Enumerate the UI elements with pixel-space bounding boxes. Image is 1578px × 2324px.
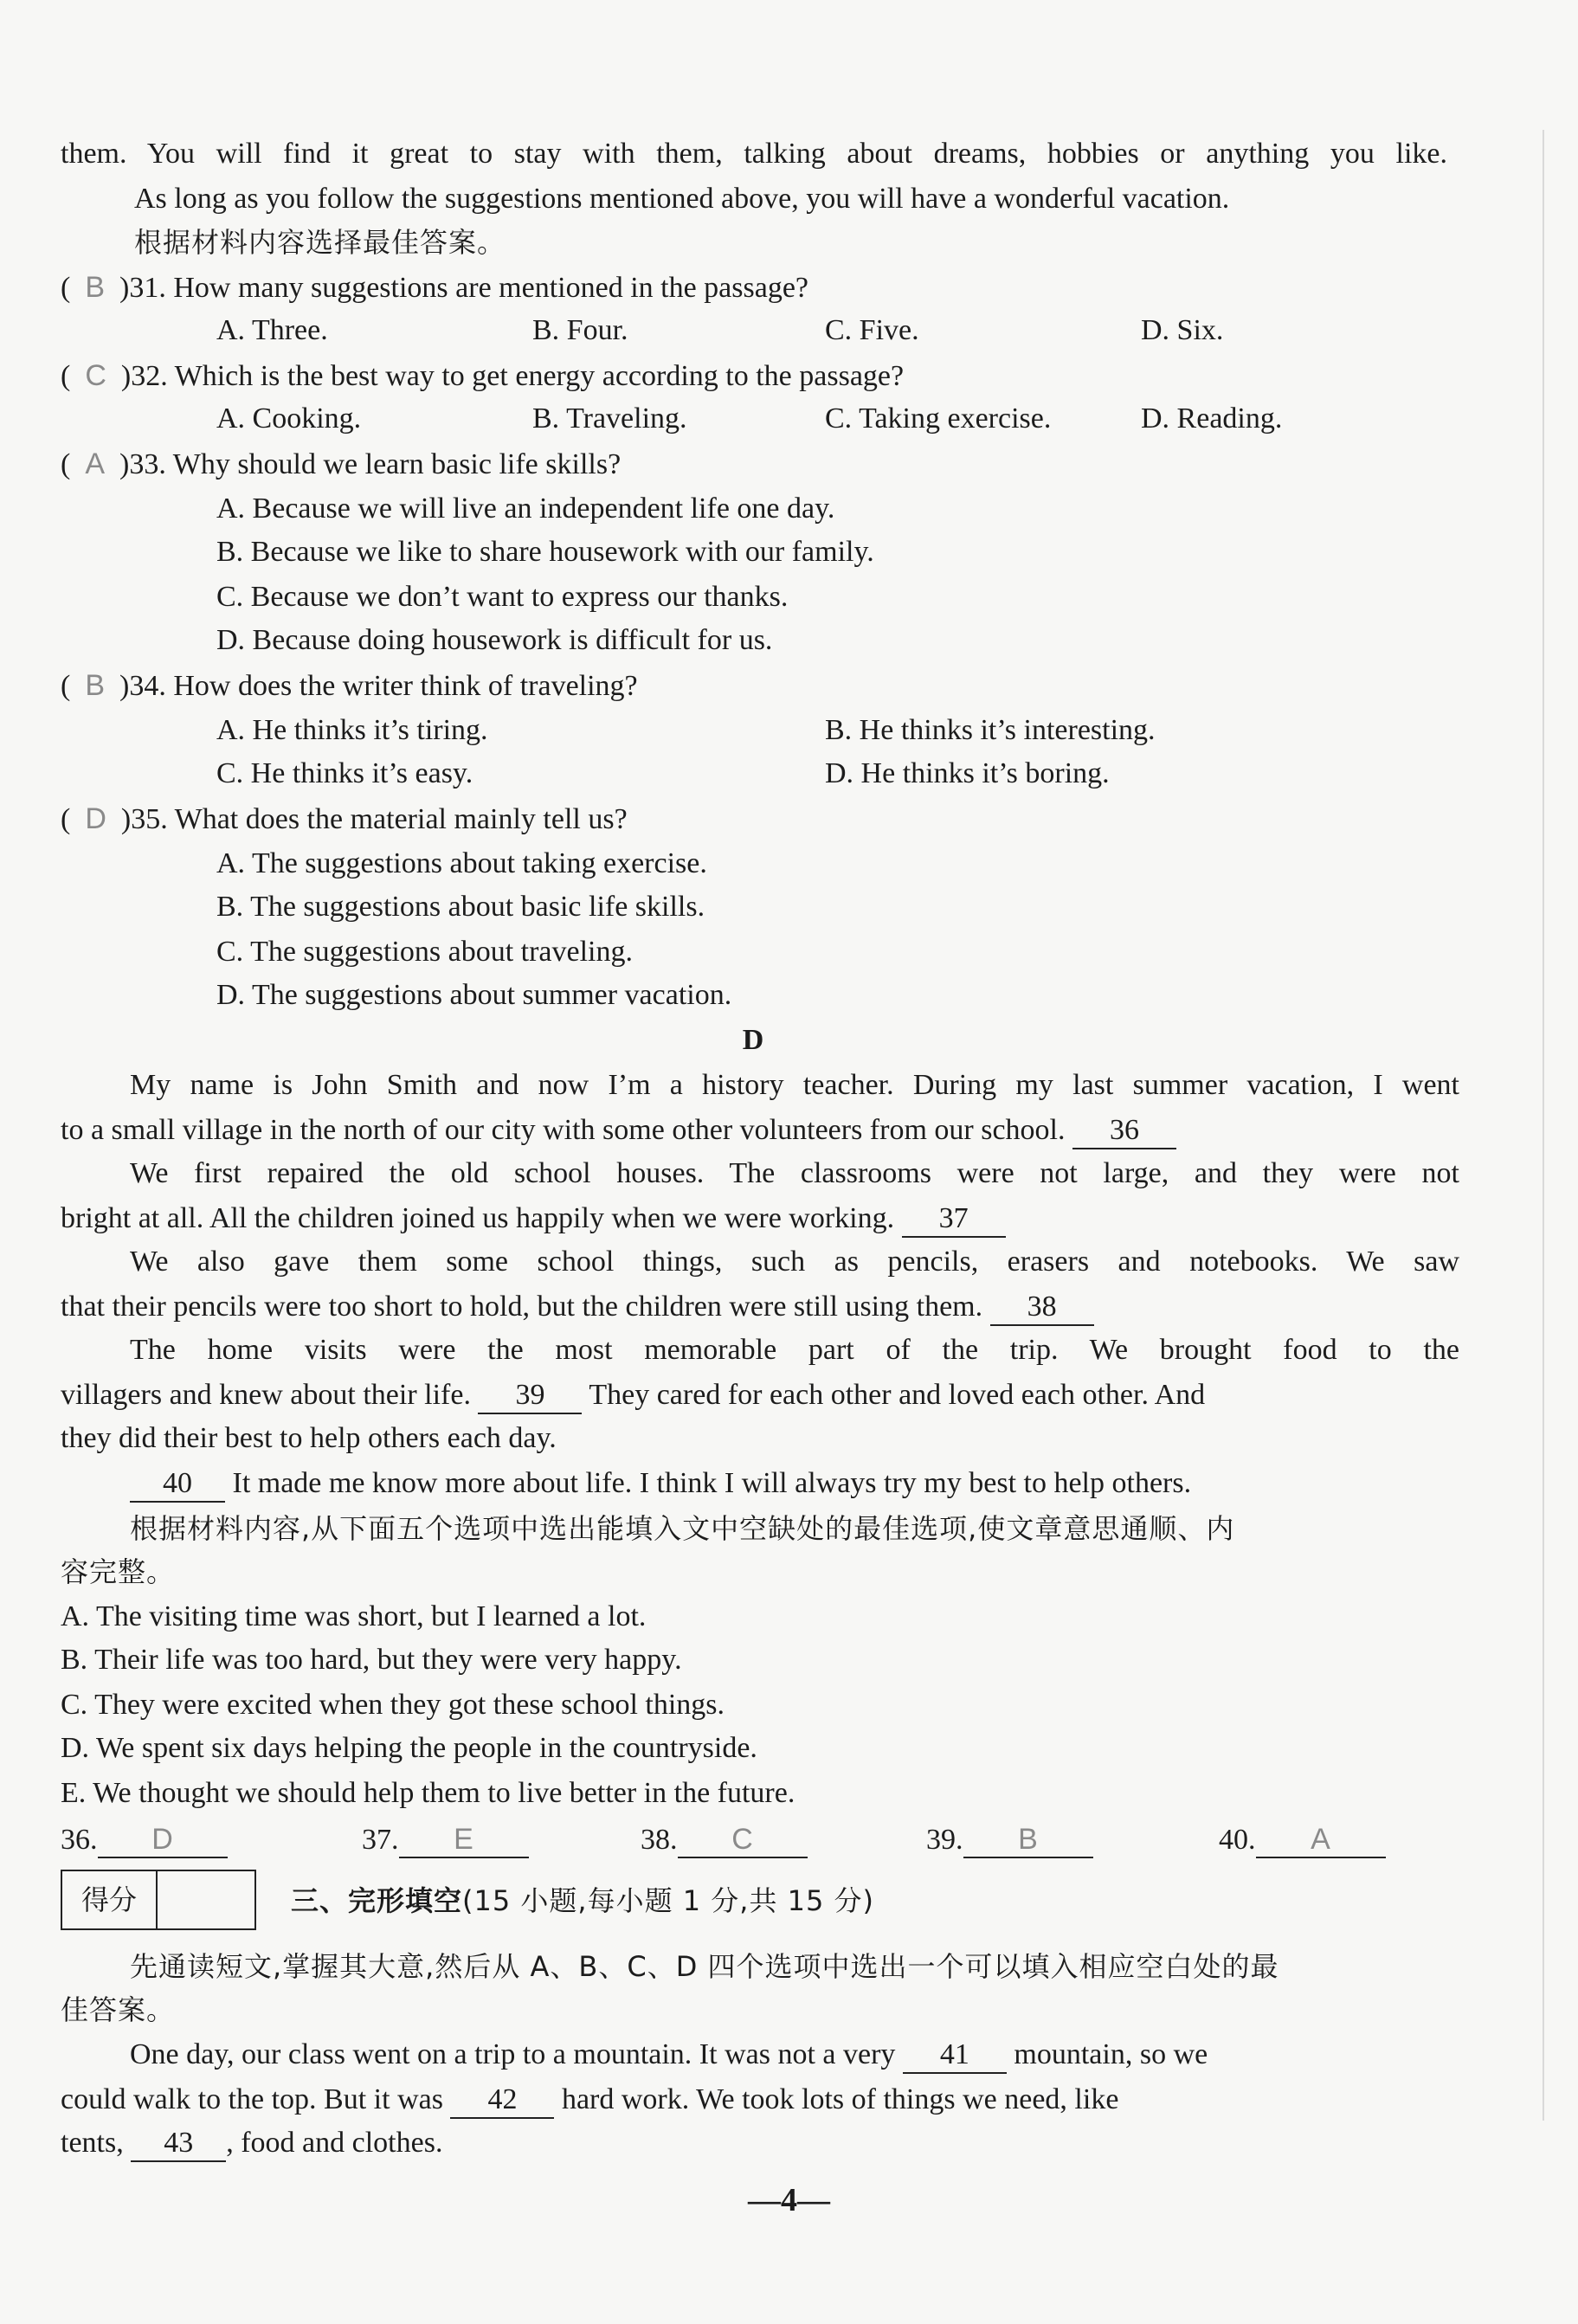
answer-blank-36[interactable]: D xyxy=(98,1822,228,1858)
choice-b: B. Their life was too hard, but they were very happy. xyxy=(61,1644,682,1676)
answer-blank-38[interactable]: C xyxy=(678,1822,808,1858)
passage-text: hard work. We took lots of things we need, like xyxy=(561,2083,1119,2115)
question-33: ( A )33. Why should we learn basic life skills? xyxy=(61,447,622,480)
blank-38[interactable]: 38 xyxy=(990,1290,1094,1326)
answer-number: 36. xyxy=(61,1824,98,1856)
option-35-b: B. The suggestions about basic life skills. xyxy=(216,891,705,923)
question-32: ( C )32. Which is the best way to get energy according to the passage? xyxy=(61,359,905,392)
choice-d: D. We spent six days helping the people in the countryside. xyxy=(61,1732,757,1764)
option-32-c: C. Taking exercise. xyxy=(825,402,1052,435)
section-3-title xyxy=(291,1882,874,1921)
question-text: Which is the best way to get energy according to the passage? xyxy=(174,360,905,392)
option-33-c: C. Because we don’t want to express our thanks. xyxy=(216,581,789,613)
answer-number: 38. xyxy=(641,1824,678,1856)
answer-number: 37. xyxy=(362,1824,399,1856)
section-d-instruction-2: 容完整。 xyxy=(61,1555,176,1588)
passage-text: that their pencils were too short to hold, but the children were still using them. xyxy=(61,1291,983,1323)
section-3-instruction-1: 先通读短文,掌握其大意,然后从 A、B、C、D 四个选项中选出一个可以填入相应空白处的最 xyxy=(130,1950,1279,1983)
passage-d-p3-line-2 xyxy=(61,1288,1094,1326)
choice-e: E. We thought we should help them to live better in the future. xyxy=(61,1777,795,1809)
passage-d-p2-line-1: We first repaired the old school houses. The classrooms were not large, and they were not xyxy=(130,1157,1459,1189)
question-34: ( B )34. How does the writer think of traveling? xyxy=(61,669,638,702)
option-34-c: C. He thinks it’s easy. xyxy=(216,757,473,789)
question-text: How many suggestions are mentioned in the passage? xyxy=(173,272,808,304)
answer-row-40 xyxy=(1219,1821,1386,1859)
score-field[interactable] xyxy=(158,1871,254,1928)
passage-text: could walk to the top. But it was xyxy=(61,2083,443,2115)
passage-text: villagers and knew about their life. xyxy=(61,1379,471,1411)
passage-text: bright at all. All the children joined us happily when we were working. xyxy=(61,1202,895,1234)
answer-blank-37[interactable]: E xyxy=(399,1822,529,1858)
blank-40[interactable]: 40 xyxy=(130,1466,225,1503)
option-32-d: D. Reading. xyxy=(1141,402,1283,435)
passage-d-p1-line-2 xyxy=(61,1111,1176,1149)
question-number: 35 xyxy=(131,803,161,835)
cloze-line-1 xyxy=(130,2036,1208,2074)
option-34-b: B. He thinks it’s interesting. xyxy=(825,714,1156,746)
passage-d-p5 xyxy=(130,1465,1191,1503)
answer-32[interactable]: C xyxy=(85,359,106,392)
answer-35[interactable]: D xyxy=(85,802,106,835)
option-32-a: A. Cooking. xyxy=(216,402,362,435)
answer-34[interactable]: B xyxy=(85,669,106,702)
passage-text: , food and clothes. xyxy=(226,2127,443,2159)
question-35: ( D )35. What does the material mainly tell us? xyxy=(61,802,628,835)
question-text: Why should we learn basic life skills? xyxy=(172,448,622,480)
blank-42[interactable]: 42 xyxy=(450,2083,554,2119)
answer-row-38 xyxy=(641,1821,808,1859)
choice-c: C. They were excited when they got these school things. xyxy=(61,1689,725,1721)
option-33-b: B. Because we like to share housework with our family. xyxy=(216,536,874,568)
choice-a: A. The visiting time was short, but I learned a lot. xyxy=(61,1600,647,1632)
passage-d-p4-line-3: they did their best to help others each day. xyxy=(61,1422,557,1454)
section-3-instruction-2: 佳答案。 xyxy=(61,1993,176,2026)
passage-text: tents, xyxy=(61,2127,124,2159)
intro-line-1: them. You will find it great to stay with them, talking about dreams, hobbies or anything you like. xyxy=(61,138,1447,170)
blank-43[interactable]: 43 xyxy=(131,2126,226,2162)
option-31-c: C. Five. xyxy=(825,314,919,346)
passage-d-p4-line-2 xyxy=(61,1376,1205,1414)
question-31: ( B )31. How many suggestions are mentioned in the passage? xyxy=(61,271,808,304)
cloze-line-2 xyxy=(61,2081,1118,2119)
cloze-line-3 xyxy=(61,2124,442,2162)
option-31-d: D. Six. xyxy=(1141,314,1224,346)
answer-row-39 xyxy=(926,1821,1093,1859)
option-34-a: A. He thinks it’s tiring. xyxy=(216,714,488,746)
passage-d-p1-line-1: My name is John Smith and now I’m a history teacher. During my last summer vacation, I went xyxy=(130,1069,1459,1101)
blank-41[interactable]: 41 xyxy=(903,2038,1007,2074)
section-title: 三、完形填空 xyxy=(291,1884,463,1917)
answer-33[interactable]: A xyxy=(85,447,106,480)
passage-text: One day, our class went on a trip to a mountain. It was not a very xyxy=(130,2038,896,2070)
question-number: 33 xyxy=(129,448,159,480)
passage-d-p2-line-2 xyxy=(61,1200,1006,1238)
option-31-b: B. Four. xyxy=(532,314,628,346)
passage-d-p3-line-1: We also gave them some school things, such as pencils, erasers and notebooks. We saw xyxy=(130,1246,1459,1278)
option-33-d: D. Because doing housework is difficult for us. xyxy=(216,624,773,656)
option-35-a: A. The suggestions about taking exercise. xyxy=(216,847,707,879)
intro-instruction: 根据材料内容选择最佳答案。 xyxy=(134,226,506,259)
question-number: 34 xyxy=(129,670,159,702)
option-35-c: C. The suggestions about traveling. xyxy=(216,936,633,968)
question-number: 32 xyxy=(131,360,161,392)
option-31-a: A. Three. xyxy=(216,314,328,346)
answer-31[interactable]: B xyxy=(85,271,106,304)
question-number: 31 xyxy=(129,272,159,304)
answer-row-36 xyxy=(61,1821,228,1859)
passage-text: It made me know more about life. I think I will always try my best to help others. xyxy=(232,1467,1192,1499)
passage-text: mountain, so we xyxy=(1014,2038,1208,2070)
passage-d-p4-line-1: The home visits were the most memorable part of the trip. We brought food to the xyxy=(130,1334,1459,1366)
question-text: How does the writer think of traveling? xyxy=(173,670,638,702)
answer-number: 40. xyxy=(1219,1824,1256,1856)
right-margin-rule xyxy=(1543,130,1544,2121)
answer-blank-39[interactable]: B xyxy=(963,1822,1093,1858)
blank-37[interactable]: 37 xyxy=(902,1201,1006,1238)
blank-39[interactable]: 39 xyxy=(478,1378,582,1414)
score-label: 得分 xyxy=(62,1871,158,1928)
option-34-d: D. He thinks it’s boring. xyxy=(825,757,1110,789)
option-35-d: D. The suggestions about summer vacation. xyxy=(216,979,732,1011)
answer-row-37 xyxy=(362,1821,529,1859)
section-d-instruction-1: 根据材料内容,从下面五个选项中选出能填入文中空缺处的最佳选项,使文章意思通顺、内 xyxy=(130,1512,1235,1545)
passage-text: to a small village in the north of our city with some other volunteers from our school. xyxy=(61,1114,1066,1146)
passage-text: They cared for each other and loved each other. And xyxy=(589,1379,1206,1411)
blank-36[interactable]: 36 xyxy=(1072,1113,1176,1149)
option-33-a: A. Because we will live an independent life one day. xyxy=(216,492,835,525)
question-text: What does the material mainly tell us? xyxy=(174,803,628,835)
answer-blank-40[interactable]: A xyxy=(1256,1822,1386,1858)
page-number: —4— xyxy=(748,2182,830,2218)
score-box xyxy=(61,1870,256,1930)
section-title-note: (15 小题,每小题 1 分,共 15 分) xyxy=(462,1884,874,1917)
option-32-b: B. Traveling. xyxy=(532,402,687,435)
intro-line-2: As long as you follow the suggestions mentioned above, you will have a wonderful vacation. xyxy=(134,183,1230,215)
section-d-heading: D xyxy=(742,1024,764,1056)
answer-number: 39. xyxy=(926,1824,963,1856)
